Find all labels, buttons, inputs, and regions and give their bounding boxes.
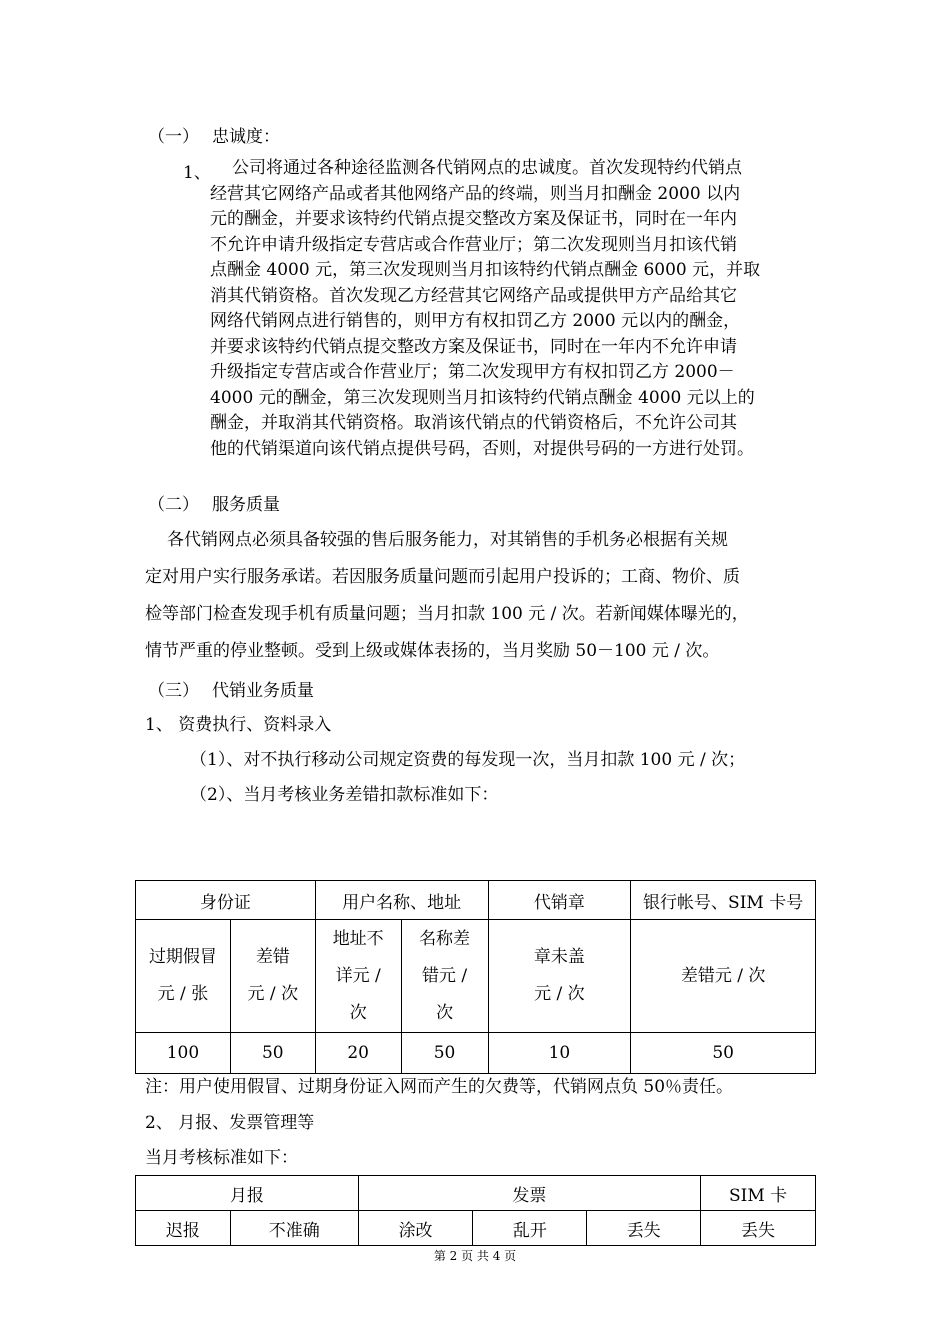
paragraph-line: 定对用户实行服务承诺。若因服务质量问题而引起用户投诉的；工商、物价、质 (145, 567, 740, 587)
table-group-header: 银行帐号、SIM 卡号 (631, 881, 816, 920)
paragraph-line: 消其代销资格。首次发现乙方经营其它网络产品或提供甲方产品给其它 (210, 285, 737, 306)
standard-intro: 当月考核标准如下： (145, 1148, 298, 1168)
table-cell: 50 (401, 1033, 488, 1074)
subsection-tariff: 1、 资费执行、资料录入 (145, 715, 332, 735)
section-number: （三） (148, 681, 199, 701)
paragraph-line: 4000 元的酬金，第三次发现则当月扣该特约代销点酬金 4000 元以上的 (210, 387, 755, 408)
section-number: （一） (148, 127, 199, 147)
table-cell: 20 (315, 1033, 401, 1074)
table-group-header: 月报 (136, 1176, 359, 1211)
table-note: 注：用户使用假冒、过期身份证入网而产生的欠费等，代销网点负 50％责任。 (145, 1077, 734, 1097)
paragraph-line: 点酬金 4000 元，第三次发现则当月扣该特约代销点酬金 6000 元，并取 (210, 260, 761, 280)
table-subheader: 差错元 / 次 (631, 920, 816, 1033)
table-group-header: 代销章 (488, 881, 631, 920)
section-heading-business-quality (148, 676, 314, 701)
paragraph-line: 网络代销网点进行销售的，则甲方有权扣罚乙方 2000 元以内的酬金， (210, 311, 741, 331)
paragraph-line: 酬金，并取消其代销资格。取消该代销点的代销资格后，不允许公司其 (210, 413, 737, 433)
table-cell: 50 (230, 1033, 315, 1074)
table-group-header: SIM 卡 (701, 1176, 816, 1211)
loyalty-paragraph (210, 156, 820, 462)
subsection-reports: 2、 月报、发票管理等 (145, 1113, 315, 1133)
rule-tariff: （1）、对不执行移动公司规定资费的每发现一次，当月扣款 100 元 / 次； (190, 750, 746, 770)
table-subheader: 迟报 (136, 1211, 231, 1246)
item-number: 1、 (183, 163, 211, 183)
table-subheader: 差错 元 / 次 (230, 920, 315, 1033)
paragraph-line: 不允许申请升级指定专营店或合作营业厅；第二次发现则当月扣该代销 (210, 234, 737, 255)
table-group-header: 发票 (358, 1176, 700, 1211)
section-heading-loyalty (148, 122, 280, 147)
table-subheader: 过期假冒 元 / 张 (136, 920, 231, 1033)
page-footer: 第 2 页 共 4 页 (433, 1249, 517, 1263)
paragraph-line: 并要求该特约代销点提交整改方案及保证书，同时在一年内不允许申请 (210, 336, 737, 357)
paragraph-line: 元的酬金，并要求该特约代销点提交整改方案及保证书，同时在一年内 (210, 209, 737, 229)
error-deduction-table (135, 880, 816, 1074)
paragraph-line: 公司将通过各种途径监测各代销网点的忠诚度。首次发现特约代销点 (232, 158, 742, 178)
report-invoice-table (135, 1175, 816, 1246)
table-subheader: 涂改 (358, 1211, 473, 1246)
paragraph-line: 检等部门检查发现手机有质量问题；当月扣款 100 元 / 次。若新闻媒体曝光的， (145, 604, 749, 624)
table-subheader: 章未盖 元 / 次 (488, 920, 631, 1033)
paragraph-line: 升级指定专营店或合作营业厅；第二次发现甲方有权扣罚乙方 2000－ (210, 362, 735, 382)
section-number: （二） (148, 495, 199, 515)
table-cell: 50 (631, 1033, 816, 1074)
service-paragraph (145, 522, 815, 670)
rule-error-deduction: （2）、当月考核业务差错扣款标准如下： (190, 785, 499, 805)
paragraph-line: 他的代销渠道向该代销点提供号码，否则，对提供号码的一方进行处罚。 (210, 438, 754, 459)
table-subheader: 名称差 错元 / 次 (401, 920, 488, 1033)
paragraph-line: 各代销网点必须具备较强的售后服务能力，对其销售的手机务必根据有关规 (167, 530, 728, 550)
table-subheader: 不准确 (230, 1211, 358, 1246)
paragraph-line: 经营其它网络产品或者其他网络产品的终端，则当月扣酬金 2000 以内 (210, 183, 741, 204)
table-group-header: 用户名称、地址 (315, 881, 488, 920)
table-subheader: 地址不 详元 / 次 (315, 920, 401, 1033)
table-cell: 10 (488, 1033, 631, 1074)
section-heading-service (148, 490, 280, 515)
table-cell: 100 (136, 1033, 231, 1074)
table-group-header: 身份证 (136, 881, 316, 920)
section-title: 代销业务质量 (212, 681, 314, 701)
table-subheader: 乱开 (473, 1211, 587, 1246)
table-subheader: 丢失 (701, 1211, 816, 1246)
paragraph-line: 情节严重的停业整顿。受到上级或媒体表扬的，当月奖励 50－100 元 / 次。 (145, 641, 720, 661)
section-title: 服务质量 (212, 495, 280, 515)
section-title: 忠诚度： (212, 127, 280, 147)
table-subheader: 丢失 (587, 1211, 701, 1246)
